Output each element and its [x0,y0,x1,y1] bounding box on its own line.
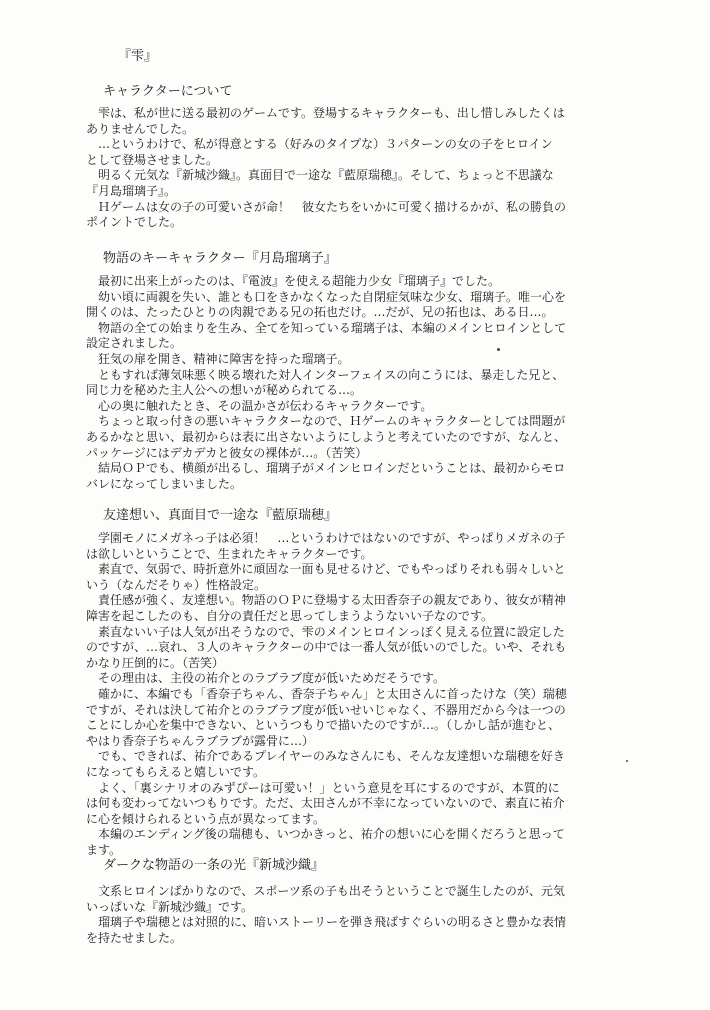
text-line: になってもらえると嬉しいです。 [86,764,266,779]
text-line: 『月島瑠璃子』。 [86,183,177,198]
text-line: 瑠璃子や瑞穂とは対照的に、暗いストーリーを弾き飛ばすぐらいの明るさと豊かな表情 [86,915,567,930]
text-line: 物語の全ての始まりを生み、全てを知っている瑠璃子は、本編のメインヒロインとして [86,320,567,335]
text-line: ことにしか心を集中できない、というつもりで描いたのですが…。（しかし話が進むと、 [86,718,561,733]
text-line: あるかなと思い、最初からは表に出さないようにしようと考えていたのですが、なんと、 [86,429,567,444]
text-line: 心の奥に触れたとき、その温かさが伝わるキャラクターです。 [86,398,433,413]
section-heading-ruriko: 物語のキーキャラクター『月島瑠璃子』 [103,251,337,266]
text-line: 明るく元気な『新城沙織』。真面目で一途な『藍原瑞穂』。そして、ちょっと不思議な [86,168,554,183]
text-line: いっぱいな『新城沙織』です。 [86,899,254,914]
text-line: いう（なんだそりゃ）性格設定。 [86,577,267,592]
section-body-mizuho [86,531,626,858]
text-line: ます。 [86,842,122,857]
text-line: を持たせました。 [86,930,183,945]
text-line: …というわけで、私が得意とする（好みのタイプな）３パターンの女の子をヒロイン [86,137,553,152]
text-line: 障害を起こしたのも、自分の責任だと思ってしまうようないい子なのです。 [86,608,494,623]
text-line: やはり香奈子ちゃんラブラブが露骨に…） [86,733,315,748]
text-line: は何も変わってないつもりです。ただ、太田さんが不幸になっていないので、素直に祐介 [86,796,565,811]
text-line: 同じ力を秘めた主人公への想いが秘められてる…。 [86,383,363,398]
scan-speck [497,348,500,351]
section-heading-mizuho: 友達想い、真面目で一途な『藍原瑞穂』 [103,508,338,523]
text-line: かなり圧倒的に。（苦笑） [86,655,225,670]
text-line: パッケージにはデカデカと彼女の裸体が…。（苦笑） [86,445,368,460]
text-line: 学園モノにメガネっ子は必須！ …というわけではないのですが、やっぱりメガネの子 [86,531,566,545]
text-line: ですが、それは決して祐介とのラブラブ度が低いせいじゃなく、不器用だから今は一つの [86,702,566,717]
text-line: 本編のエンディング後の瑞穂も、いつかきっと、祐介の想いに心を開くだろうと思って [86,827,565,842]
text-line: その理由は、主役の祐介とのラブラブ度が低いためだそうです。 [86,671,446,686]
text-line: 最初に出来上がったのは、『電波』を使える超能力少女『瑠璃子』でした。 [86,274,501,288]
text-line: ちょっと取っ付きの悪いキャラクターなので、Ｈゲームのキャラクターとしては問題が [86,414,566,429]
text-line: よく、「裏シナリオのみずぴーは可愛い！」という意見を耳にするのですが、本質的に [86,780,560,795]
text-line: 雫は、私が世に送る最初のゲームです。登場するキャラクターも、出し惜しみしたくは [86,106,565,120]
text-line: 確かに、本編でも「香奈子ちゃん、香奈子ちゃん」と太田さんに首ったけな（笑）瑞穂 [86,686,567,701]
text-line: 素直で、気弱で、時折意外に頑固な一面も見せるけど、でもやっぱりそれも弱々しいと [86,562,566,577]
text-line: ありませんでした。 [86,121,195,136]
text-line: に心を傾けられるという点が異なってます。 [86,811,326,826]
section-body-ruriko [86,274,626,492]
text-line: 設定されました。 [86,336,183,351]
text-line: ポイントでした。 [86,215,183,230]
text-line: として登場させました。 [86,152,219,167]
text-line: 幼い頃に両親を失い、誰とも口をきかなくなった自閉症気味な少女、瑠璃子。唯一心を [86,289,567,304]
text-line: 文系ヒロインばかりなので、スポーツ系の子も出そうということで誕生したのが、元気 [86,884,565,898]
text-line: は欲しいということで、生まれたキャラクターです。 [86,546,373,561]
text-line: でも、できれば、祐介であるプレイヤーのみなさんにも、そんな友達想いな瑞穂を好き [86,749,565,764]
text-line: 狂気の扉を開き、精神に障害を持った瑠璃子。 [86,351,350,366]
section-body-saori [86,884,626,946]
text-line: 素直ないい子は人気が出そうなので、雫のメインヒロインっぽく見える位置に設定した [86,624,565,639]
section-body-characters [86,106,626,231]
text-line: 責任感が強く、友達想い。物語のＯＰに登場する太田香奈子の親友であり、彼女が精神 [86,593,566,608]
text-line: Ｈゲームは女の子の可愛いさが命！ 彼女たちをいかに可愛く描けるかが、私の勝負の [86,199,567,214]
document-title: 『雫』 [118,49,158,64]
section-heading-characters: キャラクターについて [103,84,233,99]
text-line: 開くのは、たったひとりの肉親である兄の拓也だけ。…だが、兄の拓也は、ある日…。 [86,305,554,320]
text-line: のですが、…哀れ、３人のキャラクターの中では一番人気が低いのでした。いや、それも [86,640,567,655]
text-line: バレになってしまいました。 [86,476,243,491]
text-line: 結局ＯＰでも、横顔が出るし、瑠璃子がメインヒロインだということは、最初からモロ [86,461,566,476]
text-line: ともすれば薄気味悪く映る壊れた対人インターフェイスの向こうには、暴走した兄と、 [86,367,565,382]
scan-speck [626,760,628,762]
section-heading-saori: ダークな物語の一条の光『新城沙織』 [103,858,325,873]
